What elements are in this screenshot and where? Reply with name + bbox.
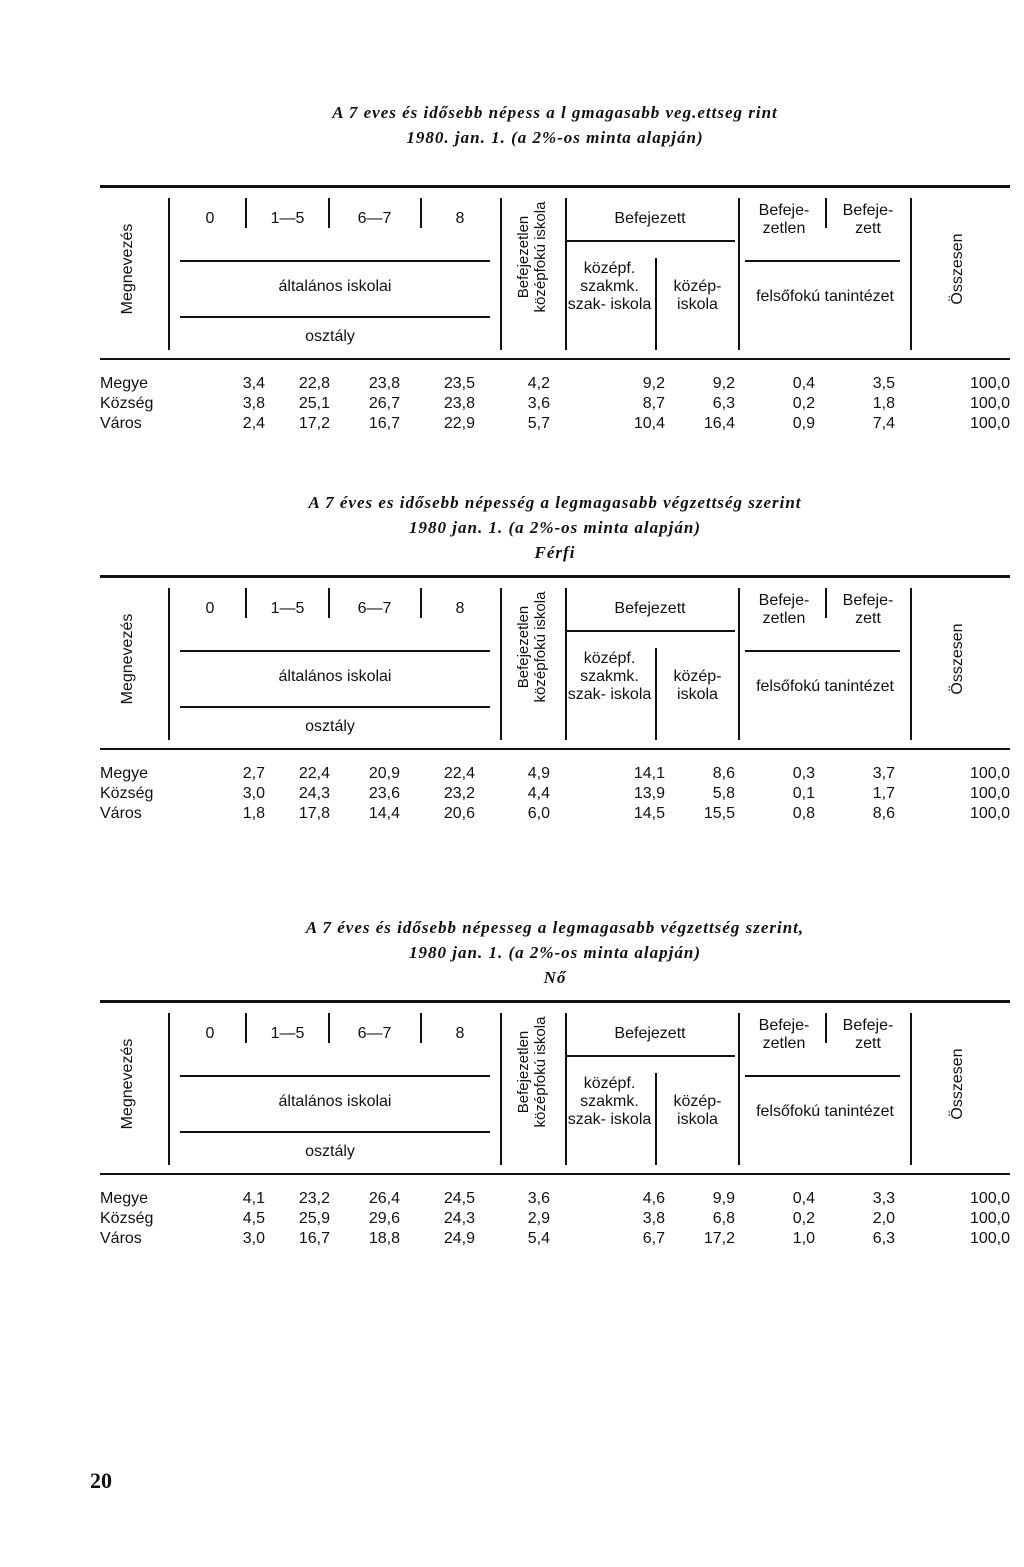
table-cell: 3,6 <box>527 1190 550 1207</box>
header-felsofoku: felsőfokú tanintézet <box>756 288 894 305</box>
table-cell: 14,1 <box>633 765 665 782</box>
table-cell: 3,6 <box>527 395 550 412</box>
table-cell: 2,9 <box>527 1210 550 1227</box>
header-megnevezes: Megnevezés <box>119 1038 136 1130</box>
header-divider <box>328 1013 330 1043</box>
table-header-rule <box>100 358 1010 360</box>
table-cell: 4,2 <box>527 375 550 392</box>
header-divider <box>500 1013 502 1165</box>
title-line: A 7 éves es idősebb népesség a legmagasabb végzettség szerint <box>308 493 802 512</box>
header-divider <box>180 1131 490 1133</box>
header-divider <box>745 650 900 652</box>
table-cell: 6,8 <box>712 1210 735 1227</box>
table-cell: 23,8 <box>368 375 400 392</box>
table-cell: 4,6 <box>642 1190 665 1207</box>
table-cell: 22,9 <box>443 415 475 432</box>
table-cell: 100,0 <box>969 1190 1010 1207</box>
table-section <box>100 490 1010 850</box>
header-osszesen: Összesen <box>949 623 966 695</box>
table-row <box>100 785 1010 805</box>
header-befejezetlen-felso: Befeje- zetlen <box>758 202 810 237</box>
table-cell: 22,8 <box>298 375 330 392</box>
table-cell: 24,3 <box>298 785 330 802</box>
table-cell: 0,4 <box>792 1190 815 1207</box>
page-number: 20 <box>90 1468 112 1493</box>
table-cell: 0,9 <box>792 415 815 432</box>
table-cell: 100,0 <box>969 1210 1010 1227</box>
table-cell: 23,5 <box>443 375 475 392</box>
table-cell: 100,0 <box>969 415 1010 432</box>
header-divider <box>655 1073 657 1165</box>
row-name: Megye <box>100 1190 149 1207</box>
header-megnevezes: Megnevezés <box>119 223 136 315</box>
table-cell: 100,0 <box>969 785 1010 802</box>
table-cell: 4,1 <box>242 1190 265 1207</box>
table-cell: 29,6 <box>368 1210 400 1227</box>
table-cell: 15,5 <box>703 805 735 822</box>
table-cell: 8,6 <box>872 805 895 822</box>
table-cell: 2,4 <box>242 415 265 432</box>
table-body <box>100 765 1010 825</box>
table-header-rule <box>100 1173 1010 1175</box>
header-kozep-iskola: közép- iskola <box>673 668 722 703</box>
table-cell: 5,8 <box>712 785 735 802</box>
table-cell: 16,4 <box>703 415 735 432</box>
header-felsofoku: felsőfokú tanintézet <box>756 678 894 695</box>
header-befejezetlen-kozepfoku: Befejezetlen középfokú iskola <box>515 1016 549 1128</box>
table-cell: 16,7 <box>298 1230 330 1247</box>
row-name: Város <box>100 1230 142 1247</box>
header-divider <box>565 630 735 632</box>
header-col-1-5: 1—5 <box>270 600 305 617</box>
header-col-0: 0 <box>205 600 215 617</box>
row-name: Község <box>100 395 154 412</box>
header-divider <box>168 588 170 740</box>
header-kozepf-szakm: középf. szakmk. szak- iskola <box>567 260 652 313</box>
row-name: Megye <box>100 765 149 782</box>
table-cell: 3,7 <box>872 765 895 782</box>
table-cell: 25,1 <box>298 395 330 412</box>
table-cell: 10,4 <box>633 415 665 432</box>
header-divider <box>565 1055 735 1057</box>
table-section <box>100 915 1010 1275</box>
table-row <box>100 375 1010 395</box>
header-befejezett-felso: Befeje- zett <box>842 1017 894 1052</box>
header-kozep-iskola: közép- iskola <box>673 278 722 313</box>
table-cell: 3,5 <box>872 375 895 392</box>
table-cell: 0,4 <box>792 375 815 392</box>
header-altalanos-iskolai: általános iskolai <box>278 278 392 295</box>
header-divider <box>738 198 740 350</box>
table-cell: 3,0 <box>242 1230 265 1247</box>
table-cell: 18,8 <box>368 1230 400 1247</box>
table-cell: 5,7 <box>527 415 550 432</box>
row-name: Megye <box>100 375 149 392</box>
row-name: Város <box>100 805 142 822</box>
header-divider <box>328 198 330 228</box>
header-altalanos-iskolai: általános iskolai <box>278 1093 392 1110</box>
table-cell: 3,0 <box>242 785 265 802</box>
header-befejezetlen-kozepfoku: Befejezetlen középfokú iskola <box>515 201 549 313</box>
table-cell: 3,3 <box>872 1190 895 1207</box>
header-befejezett: Befejezett <box>614 600 686 617</box>
header-divider <box>180 260 490 262</box>
header-befejezetlen-kozepfoku: Befejezetlen középfokú iskola <box>515 591 549 703</box>
header-befejezett-felso: Befeje- zett <box>842 592 894 627</box>
table-cell: 20,9 <box>368 765 400 782</box>
table-cell: 2,7 <box>242 765 265 782</box>
header-col-1-5: 1—5 <box>270 210 305 227</box>
row-name: Község <box>100 1210 154 1227</box>
table-cell: 17,8 <box>298 805 330 822</box>
table-cell: 1,0 <box>792 1230 815 1247</box>
header-altalanos-iskolai: általános iskolai <box>278 668 392 685</box>
header-divider <box>168 1013 170 1165</box>
table-cell: 9,2 <box>642 375 665 392</box>
table-cell: 23,6 <box>368 785 400 802</box>
table-cell: 14,4 <box>368 805 400 822</box>
header-divider <box>500 198 502 350</box>
header-col-8: 8 <box>455 600 465 617</box>
table-cell: 4,5 <box>242 1210 265 1227</box>
table-cell: 100,0 <box>969 805 1010 822</box>
table-cell: 13,9 <box>633 785 665 802</box>
table-cell: 0,8 <box>792 805 815 822</box>
header-divider <box>245 198 247 228</box>
section-title <box>100 490 1010 565</box>
table-cell: 100,0 <box>969 765 1010 782</box>
header-divider <box>910 1013 912 1165</box>
header-befejezetlen-felso: Befeje- zetlen <box>758 1017 810 1052</box>
table-cell: 6,3 <box>712 395 735 412</box>
table-cell: 3,8 <box>642 1210 665 1227</box>
table-cell: 6,7 <box>642 1230 665 1247</box>
table-cell: 0,1 <box>792 785 815 802</box>
table-cell: 4,9 <box>527 765 550 782</box>
header-kozepf-szakm: középf. szakmk. szak- iskola <box>567 650 652 703</box>
table-cell: 100,0 <box>969 1230 1010 1247</box>
table-body <box>100 375 1010 435</box>
header-divider <box>168 198 170 350</box>
table-row <box>100 415 1010 435</box>
header-divider <box>745 260 900 262</box>
header-divider <box>738 1013 740 1165</box>
header-osztaly: osztály <box>305 1143 355 1160</box>
header-megnevezes: Megnevezés <box>119 613 136 705</box>
header-divider <box>245 588 247 618</box>
table-header-rule <box>100 748 1010 750</box>
header-divider <box>180 706 490 708</box>
header-befejezetlen-felso: Befeje- zetlen <box>758 592 810 627</box>
table-cell: 14,5 <box>633 805 665 822</box>
header-divider <box>180 316 490 318</box>
header-col-6-7: 6—7 <box>357 600 392 617</box>
table-cell: 20,6 <box>443 805 475 822</box>
header-divider <box>738 588 740 740</box>
table-cell: 0,3 <box>792 765 815 782</box>
table-cell: 1,8 <box>242 805 265 822</box>
row-name: Város <box>100 415 142 432</box>
header-col-8: 8 <box>455 1025 465 1042</box>
table-cell: 0,2 <box>792 1210 815 1227</box>
table-cell: 26,7 <box>368 395 400 412</box>
table-cell: 1,8 <box>872 395 895 412</box>
header-divider <box>180 650 490 652</box>
table-cell: 22,4 <box>298 765 330 782</box>
table-row <box>100 1210 1010 1230</box>
header-col-0: 0 <box>205 1025 215 1042</box>
title-line: Nő <box>543 968 567 987</box>
header-befejezett: Befejezett <box>614 210 686 227</box>
header-col-1-5: 1—5 <box>270 1025 305 1042</box>
table-cell: 1,7 <box>872 785 895 802</box>
table-cell: 9,9 <box>712 1190 735 1207</box>
table-cell: 6,0 <box>527 805 550 822</box>
table-cell: 100,0 <box>969 395 1010 412</box>
header-col-6-7: 6—7 <box>357 210 392 227</box>
title-line: A 7 éves és idősebb népesseg a legmagasabb végzettség szerint, <box>305 918 805 937</box>
header-divider <box>420 198 422 228</box>
header-divider <box>910 198 912 350</box>
table-body <box>100 1190 1010 1250</box>
header-divider <box>910 588 912 740</box>
header-osszesen: Összesen <box>949 233 966 305</box>
header-divider <box>825 588 827 618</box>
table-cell: 17,2 <box>703 1230 735 1247</box>
header-divider <box>420 1013 422 1043</box>
table-row <box>100 765 1010 785</box>
header-befejezett: Befejezett <box>614 1025 686 1042</box>
title-line: 1980 jan. 1. (a 2%-os minta alapján) <box>409 943 701 962</box>
table-cell: 8,7 <box>642 395 665 412</box>
table-row <box>100 1190 1010 1210</box>
header-col-0: 0 <box>205 210 215 227</box>
title-line: 1980. jan. 1. (a 2%-os minta alapján) <box>406 128 704 147</box>
title-line: Férfi <box>534 543 576 562</box>
title-line: 1980 jan. 1. (a 2%-os minta alapján) <box>409 518 701 537</box>
table-cell: 6,3 <box>872 1230 895 1247</box>
table-header <box>100 188 1010 358</box>
table-cell: 3,8 <box>242 395 265 412</box>
header-col-6-7: 6—7 <box>357 1025 392 1042</box>
table-cell: 3,4 <box>242 375 265 392</box>
table-cell: 4,4 <box>527 785 550 802</box>
header-col-8: 8 <box>455 210 465 227</box>
table-row <box>100 805 1010 825</box>
table-row <box>100 1230 1010 1250</box>
table-cell: 16,7 <box>368 415 400 432</box>
header-osztaly: osztály <box>305 718 355 735</box>
table-cell: 23,2 <box>443 785 475 802</box>
header-felsofoku: felsőfokú tanintézet <box>756 1103 894 1120</box>
header-osszesen: Összesen <box>949 1048 966 1120</box>
header-divider <box>825 198 827 228</box>
table-cell: 5,4 <box>527 1230 550 1247</box>
table-header <box>100 578 1010 748</box>
table-cell: 100,0 <box>969 375 1010 392</box>
table-cell: 25,9 <box>298 1210 330 1227</box>
header-osztaly: osztály <box>305 328 355 345</box>
table-row <box>100 395 1010 415</box>
section-title <box>100 915 1010 990</box>
table-cell: 23,2 <box>298 1190 330 1207</box>
header-befejezett-felso: Befeje- zett <box>842 202 894 237</box>
table-cell: 2,0 <box>872 1210 895 1227</box>
header-divider <box>565 240 735 242</box>
header-divider <box>655 258 657 350</box>
table-cell: 23,8 <box>443 395 475 412</box>
header-kozepf-szakm: középf. szakmk. szak- iskola <box>567 1075 652 1128</box>
table-cell: 8,6 <box>712 765 735 782</box>
table-cell: 9,2 <box>712 375 735 392</box>
table-cell: 0,2 <box>792 395 815 412</box>
header-divider <box>655 648 657 740</box>
row-name: Község <box>100 785 154 802</box>
header-divider <box>328 588 330 618</box>
header-divider <box>420 588 422 618</box>
header-divider <box>500 588 502 740</box>
title-line: A 7 eves és idősebb népess a l gmagasabb veg.ettseg rint <box>332 103 778 122</box>
table-cell: 24,5 <box>443 1190 475 1207</box>
section-title <box>100 100 1010 150</box>
table-section <box>100 100 1010 460</box>
table-cell: 26,4 <box>368 1190 400 1207</box>
header-divider <box>180 1075 490 1077</box>
table-cell: 24,3 <box>443 1210 475 1227</box>
header-divider <box>745 1075 900 1077</box>
table-cell: 24,9 <box>443 1230 475 1247</box>
table-header <box>100 1003 1010 1173</box>
header-kozep-iskola: közép- iskola <box>673 1093 722 1128</box>
table-cell: 17,2 <box>298 415 330 432</box>
table-cell: 7,4 <box>872 415 895 432</box>
header-divider <box>825 1013 827 1043</box>
header-divider <box>245 1013 247 1043</box>
table-cell: 22,4 <box>443 765 475 782</box>
